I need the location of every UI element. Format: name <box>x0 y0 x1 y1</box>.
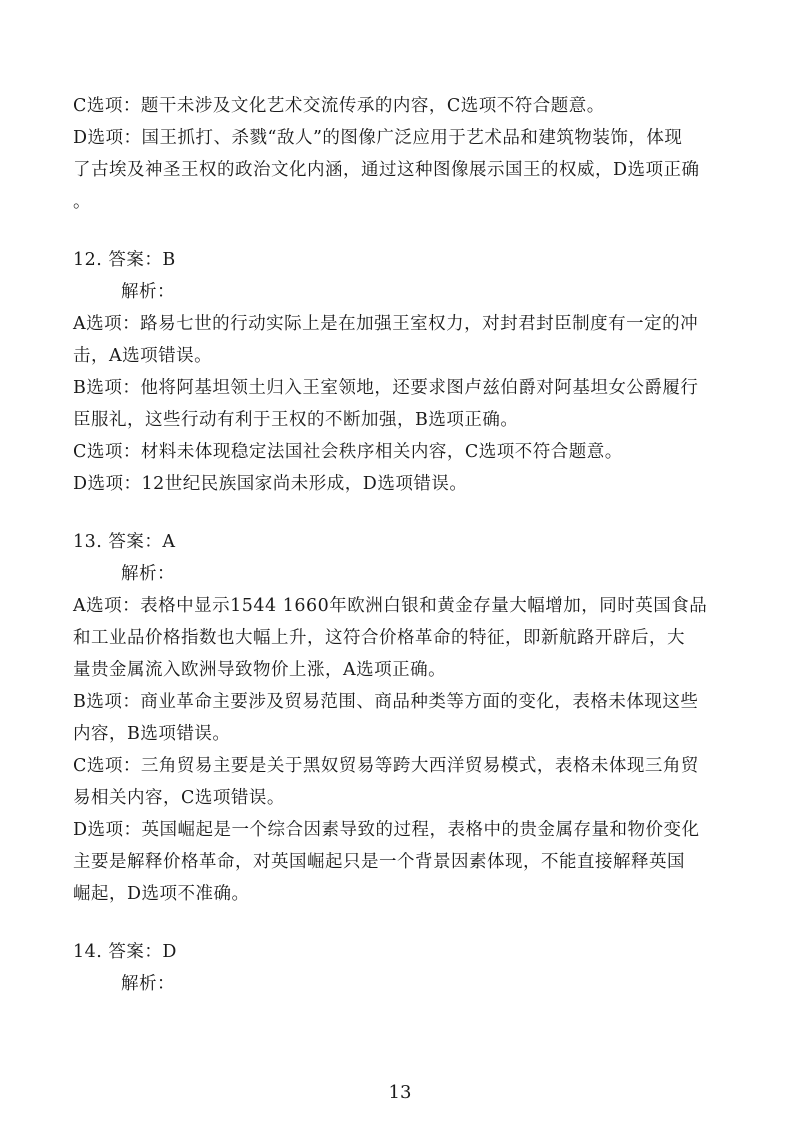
text-line: C选项：题干未涉及文化艺术交流传承的内容，C选项不符合题意。 <box>73 96 605 116</box>
text-line: D选项：英国崛起是一个综合因素导致的过程，表格中的贵金属存量和物价变化 <box>73 820 700 840</box>
text-line: B选项：商业革命主要涉及贸易范围、商品种类等方面的变化，表格未体现这些 <box>73 692 699 712</box>
text-line: 。 <box>73 192 91 212</box>
q13-analysis-label: 解析： <box>121 564 175 584</box>
q13-answer-heading: 13. 答案：A <box>73 532 176 552</box>
section-gap <box>73 500 733 526</box>
q14-analysis-label: 解析： <box>121 974 175 994</box>
text-line: 崛起，D选项不准确。 <box>73 884 250 904</box>
text-line: 易相关内容，C选项错误。 <box>73 788 285 808</box>
text-line: D选项：国王抓打、杀戮“敌人”的图像广泛应用于艺术品和建筑物装饰，体现 <box>73 128 683 148</box>
text-line: 了古埃及神圣王权的政治文化内涵，通过这种图像展示国王的权威，D选项正确 <box>73 160 700 180</box>
document-page <box>73 90 733 1000</box>
text-line: 内容，B选项错误。 <box>73 724 231 744</box>
text-line: B选项：他将阿基坦领土归入王室领地，还要求图卢兹伯爵对阿基坦女公爵履行 <box>73 378 699 398</box>
page-number: 13 <box>388 1082 412 1103</box>
q12-section <box>73 244 733 500</box>
text-line: 主要是解释价格革命，对英国崛起只是一个背景因素体现，不能直接解释英国 <box>73 852 685 872</box>
text-line: A选项：表格中显示1544 1660年欧洲白银和黄金存量大幅增加，同时英国食品 <box>73 596 708 616</box>
q12-answer-heading: 12. 答案：B <box>73 250 176 270</box>
q13-section <box>73 526 733 910</box>
text-line: 和工业品价格指数也大幅上升，这符合价格革命的特征，即新航路开辟后，大 <box>73 628 685 648</box>
q12-analysis-label: 解析： <box>121 282 175 302</box>
text-line: 臣服礼，这些行动有利于王权的不断加强，B选项正确。 <box>73 410 519 430</box>
section-gap <box>73 218 733 244</box>
text-line: 击，A选项错误。 <box>73 346 213 366</box>
text-line: C选项：材料未体现稳定法国社会秩序相关内容，C选项不符合题意。 <box>73 442 623 462</box>
q14-section <box>73 936 733 1000</box>
text-line: D选项：12世纪民族国家尚未形成，D选项错误。 <box>73 474 468 494</box>
text-line: 量贵金属流入欧洲导致物价上涨，A选项正确。 <box>73 660 447 680</box>
q11-continuation <box>73 90 733 218</box>
section-gap <box>73 910 733 936</box>
text-line: A选项：路易七世的行动实际上是在加强王室权力，对封君封臣制度有一定的冲 <box>73 314 699 334</box>
text-line: C选项：三角贸易主要是关于黑奴贸易等跨大西洋贸易模式，表格未体现三角贸 <box>73 756 699 776</box>
q14-answer-heading: 14. 答案：D <box>73 942 177 962</box>
